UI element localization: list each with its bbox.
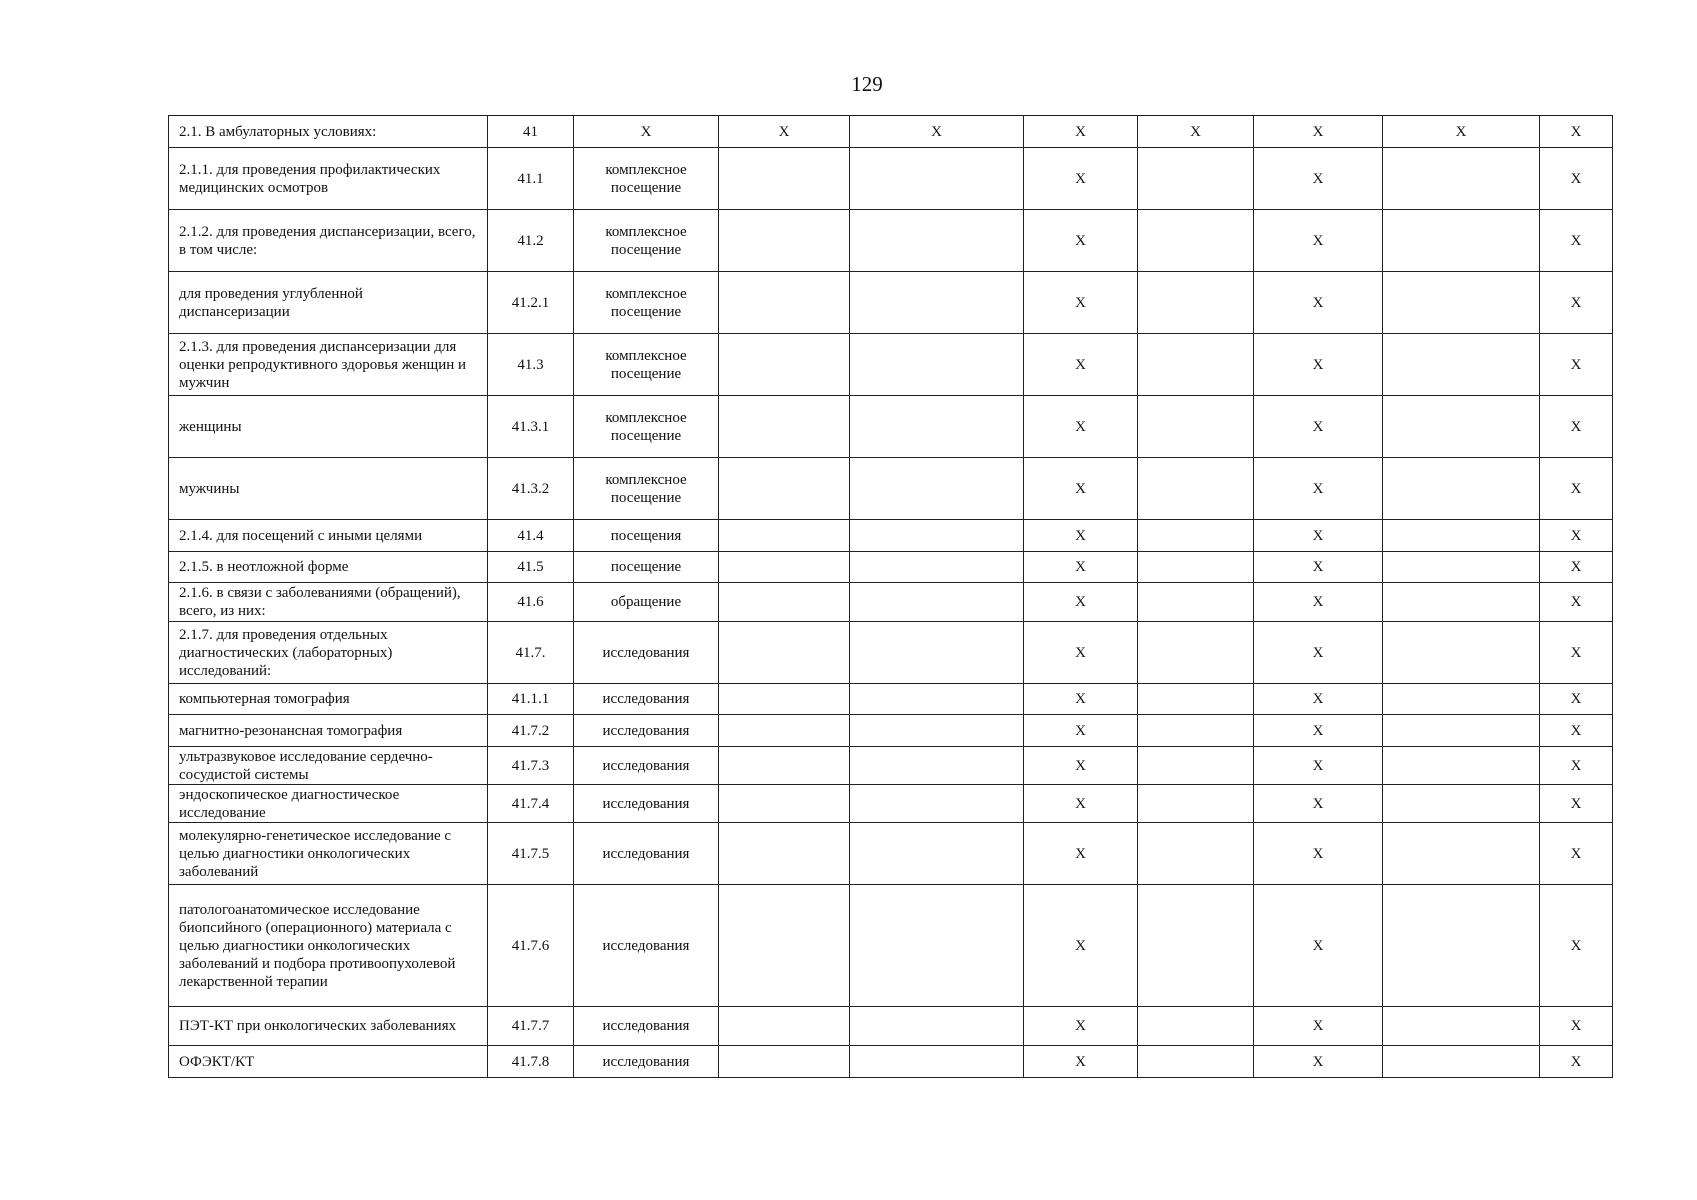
row-cell-4 bbox=[719, 552, 850, 583]
table-row bbox=[169, 552, 1613, 583]
row-cell-8: Х bbox=[1254, 396, 1383, 458]
row-name: мужчины bbox=[169, 458, 488, 520]
row-name: ОФЭКТ/КТ bbox=[169, 1046, 488, 1078]
row-code: 41.3 bbox=[488, 334, 574, 396]
row-cell-5: Х bbox=[850, 116, 1024, 148]
row-cell-10: Х bbox=[1540, 1046, 1613, 1078]
row-cell-5 bbox=[850, 684, 1024, 715]
row-cell-6: Х bbox=[1024, 1007, 1138, 1046]
row-cell-7 bbox=[1138, 785, 1254, 823]
row-cell-4 bbox=[719, 272, 850, 334]
row-name: компьютерная томография bbox=[169, 684, 488, 715]
row-cell-9 bbox=[1383, 823, 1540, 885]
row-cell-8: Х bbox=[1254, 272, 1383, 334]
row-cell-6: Х bbox=[1024, 684, 1138, 715]
row-cell-6: Х bbox=[1024, 116, 1138, 148]
row-cell-4 bbox=[719, 715, 850, 747]
row-code: 41.4 bbox=[488, 520, 574, 552]
row-unit: посещения bbox=[574, 520, 719, 552]
row-unit: исследования bbox=[574, 622, 719, 684]
row-cell-8: Х bbox=[1254, 552, 1383, 583]
row-code: 41.5 bbox=[488, 552, 574, 583]
row-cell-7 bbox=[1138, 520, 1254, 552]
row-cell-9 bbox=[1383, 520, 1540, 552]
row-cell-9 bbox=[1383, 622, 1540, 684]
table-row bbox=[169, 396, 1613, 458]
row-cell-8: Х bbox=[1254, 684, 1383, 715]
row-unit: обращение bbox=[574, 583, 719, 622]
row-name: 2.1.4. для посещений с иными целями bbox=[169, 520, 488, 552]
row-cell-7 bbox=[1138, 148, 1254, 210]
table-row bbox=[169, 747, 1613, 785]
row-cell-4 bbox=[719, 583, 850, 622]
row-code: 41.3.2 bbox=[488, 458, 574, 520]
row-cell-4 bbox=[719, 458, 850, 520]
row-unit: исследования bbox=[574, 823, 719, 885]
row-code: 41.7.8 bbox=[488, 1046, 574, 1078]
row-unit: исследования bbox=[574, 747, 719, 785]
row-cell-5 bbox=[850, 785, 1024, 823]
row-cell-8: Х bbox=[1254, 715, 1383, 747]
table-row bbox=[169, 210, 1613, 272]
row-name: 2.1.6. в связи с заболеваниями (обращений), всего, из них: bbox=[169, 583, 488, 622]
row-cell-6: Х bbox=[1024, 552, 1138, 583]
row-cell-8: Х bbox=[1254, 210, 1383, 272]
row-name: 2.1.1. для проведения профилактических медицинских осмотров bbox=[169, 148, 488, 210]
row-name: 2.1.3. для проведения диспансеризации для оценки репродуктивного здоровья женщин и мужчин bbox=[169, 334, 488, 396]
row-cell-9 bbox=[1383, 552, 1540, 583]
row-cell-8: Х bbox=[1254, 885, 1383, 1007]
row-cell-10: Х bbox=[1540, 622, 1613, 684]
row-cell-10: Х bbox=[1540, 272, 1613, 334]
row-cell-9 bbox=[1383, 684, 1540, 715]
table-row bbox=[169, 885, 1613, 1007]
row-code: 41.7.2 bbox=[488, 715, 574, 747]
row-code: 41.7.3 bbox=[488, 747, 574, 785]
row-cell-9 bbox=[1383, 715, 1540, 747]
row-code: 41.6 bbox=[488, 583, 574, 622]
table-row bbox=[169, 583, 1613, 622]
row-cell-7 bbox=[1138, 552, 1254, 583]
row-cell-5 bbox=[850, 1046, 1024, 1078]
row-cell-8: Х bbox=[1254, 458, 1383, 520]
row-cell-8: Х bbox=[1254, 785, 1383, 823]
table-row bbox=[169, 622, 1613, 684]
table-row bbox=[169, 785, 1613, 823]
row-cell-10: Х bbox=[1540, 148, 1613, 210]
row-cell-7 bbox=[1138, 272, 1254, 334]
row-cell-4 bbox=[719, 1007, 850, 1046]
row-cell-9: Х bbox=[1383, 116, 1540, 148]
row-cell-9 bbox=[1383, 1007, 1540, 1046]
row-cell-7 bbox=[1138, 823, 1254, 885]
table-row bbox=[169, 148, 1613, 210]
row-code: 41.7.4 bbox=[488, 785, 574, 823]
row-cell-6: Х bbox=[1024, 272, 1138, 334]
row-cell-7 bbox=[1138, 1007, 1254, 1046]
data-table bbox=[168, 115, 1613, 1078]
row-cell-7 bbox=[1138, 622, 1254, 684]
row-cell-10: Х bbox=[1540, 552, 1613, 583]
row-cell-4 bbox=[719, 823, 850, 885]
row-cell-7 bbox=[1138, 210, 1254, 272]
row-cell-9 bbox=[1383, 885, 1540, 1007]
table-row bbox=[169, 715, 1613, 747]
row-cell-10: Х bbox=[1540, 885, 1613, 1007]
row-cell-10: Х bbox=[1540, 334, 1613, 396]
row-cell-6: Х bbox=[1024, 823, 1138, 885]
table-row bbox=[169, 458, 1613, 520]
row-cell-4 bbox=[719, 148, 850, 210]
row-cell-5 bbox=[850, 715, 1024, 747]
row-code: 41.2 bbox=[488, 210, 574, 272]
row-name: патологоанатомическое исследование биопсийного (операционного) материала с целью диагностики онкологических заболеваний и подбора противоопухолевой лекарственной терапии bbox=[169, 885, 488, 1007]
page-number: 129 bbox=[851, 72, 883, 96]
row-cell-5 bbox=[850, 520, 1024, 552]
row-code: 41.7.5 bbox=[488, 823, 574, 885]
row-unit: комплексное посещение bbox=[574, 396, 719, 458]
row-cell-9 bbox=[1383, 1046, 1540, 1078]
row-cell-7 bbox=[1138, 458, 1254, 520]
row-cell-6: Х bbox=[1024, 583, 1138, 622]
row-name: 2.1. В амбулаторных условиях: bbox=[169, 116, 488, 148]
row-cell-7 bbox=[1138, 334, 1254, 396]
row-cell-10: Х bbox=[1540, 520, 1613, 552]
row-cell-6: Х bbox=[1024, 210, 1138, 272]
row-cell-6: Х bbox=[1024, 334, 1138, 396]
row-cell-7 bbox=[1138, 583, 1254, 622]
row-cell-5 bbox=[850, 334, 1024, 396]
row-cell-8: Х bbox=[1254, 116, 1383, 148]
row-cell-5 bbox=[850, 148, 1024, 210]
row-code: 41.7.6 bbox=[488, 885, 574, 1007]
table-row bbox=[169, 116, 1613, 148]
row-cell-5 bbox=[850, 552, 1024, 583]
row-cell-6: Х bbox=[1024, 1046, 1138, 1078]
row-cell-6: Х bbox=[1024, 885, 1138, 1007]
row-unit: комплексное посещение bbox=[574, 210, 719, 272]
row-unit: исследования bbox=[574, 885, 719, 1007]
row-cell-7 bbox=[1138, 1046, 1254, 1078]
row-code: 41.7. bbox=[488, 622, 574, 684]
row-code: 41.7.7 bbox=[488, 1007, 574, 1046]
row-cell-10: Х bbox=[1540, 785, 1613, 823]
row-cell-10: Х bbox=[1540, 210, 1613, 272]
table-row bbox=[169, 684, 1613, 715]
row-cell-6: Х bbox=[1024, 622, 1138, 684]
row-cell-10: Х bbox=[1540, 715, 1613, 747]
row-cell-8: Х bbox=[1254, 334, 1383, 396]
row-name: для проведения углубленной диспансеризации bbox=[169, 272, 488, 334]
row-name: 2.1.7. для проведения отдельных диагностических (лабораторных) исследований: bbox=[169, 622, 488, 684]
row-cell-8: Х bbox=[1254, 747, 1383, 785]
row-unit: комплексное посещение bbox=[574, 458, 719, 520]
table-row bbox=[169, 823, 1613, 885]
row-cell-9 bbox=[1383, 785, 1540, 823]
row-cell-9 bbox=[1383, 396, 1540, 458]
row-cell-5 bbox=[850, 583, 1024, 622]
row-name: 2.1.2. для проведения диспансеризации, всего, в том числе: bbox=[169, 210, 488, 272]
row-unit: исследования bbox=[574, 684, 719, 715]
row-cell-7 bbox=[1138, 747, 1254, 785]
row-cell-10: Х bbox=[1540, 823, 1613, 885]
row-cell-9 bbox=[1383, 747, 1540, 785]
row-cell-4 bbox=[719, 785, 850, 823]
row-name: магнитно-резонансная томография bbox=[169, 715, 488, 747]
row-cell-5 bbox=[850, 747, 1024, 785]
row-cell-10: Х bbox=[1540, 116, 1613, 148]
row-cell-6: Х bbox=[1024, 396, 1138, 458]
table-body bbox=[169, 116, 1613, 1078]
row-cell-8: Х bbox=[1254, 148, 1383, 210]
row-cell-6: Х bbox=[1024, 747, 1138, 785]
row-cell-5 bbox=[850, 272, 1024, 334]
row-name: молекулярно-генетическое исследование с целью диагностики онкологических заболеваний bbox=[169, 823, 488, 885]
row-cell-7 bbox=[1138, 715, 1254, 747]
row-unit: исследования bbox=[574, 1046, 719, 1078]
row-cell-8: Х bbox=[1254, 1046, 1383, 1078]
row-cell-5 bbox=[850, 1007, 1024, 1046]
row-cell-5 bbox=[850, 210, 1024, 272]
row-code: 41 bbox=[488, 116, 574, 148]
row-cell-10: Х bbox=[1540, 458, 1613, 520]
row-cell-4 bbox=[719, 396, 850, 458]
row-unit: комплексное посещение bbox=[574, 334, 719, 396]
row-unit: исследования bbox=[574, 715, 719, 747]
row-cell-7 bbox=[1138, 885, 1254, 1007]
row-cell-10: Х bbox=[1540, 583, 1613, 622]
table-row bbox=[169, 520, 1613, 552]
row-name: ультразвуковое исследование сердечно-сосудистой системы bbox=[169, 747, 488, 785]
row-cell-7: Х bbox=[1138, 116, 1254, 148]
row-cell-4 bbox=[719, 520, 850, 552]
row-cell-5 bbox=[850, 885, 1024, 1007]
row-cell-9 bbox=[1383, 583, 1540, 622]
row-name: ПЭТ-КТ при онкологических заболеваниях bbox=[169, 1007, 488, 1046]
table-row bbox=[169, 334, 1613, 396]
row-cell-5 bbox=[850, 823, 1024, 885]
row-cell-4 bbox=[719, 885, 850, 1007]
table-row bbox=[169, 272, 1613, 334]
row-name: эндоскопическое диагностическое исследование bbox=[169, 785, 488, 823]
row-cell-7 bbox=[1138, 684, 1254, 715]
row-cell-4: Х bbox=[719, 116, 850, 148]
row-cell-4 bbox=[719, 1046, 850, 1078]
row-unit: комплексное посещение bbox=[574, 148, 719, 210]
row-code: 41.2.1 bbox=[488, 272, 574, 334]
row-code: 41.1 bbox=[488, 148, 574, 210]
row-cell-5 bbox=[850, 396, 1024, 458]
row-cell-8: Х bbox=[1254, 1007, 1383, 1046]
row-unit: исследования bbox=[574, 785, 719, 823]
row-unit: комплексное посещение bbox=[574, 272, 719, 334]
row-cell-4 bbox=[719, 684, 850, 715]
row-cell-9 bbox=[1383, 334, 1540, 396]
row-cell-10: Х bbox=[1540, 684, 1613, 715]
row-cell-10: Х bbox=[1540, 1007, 1613, 1046]
row-cell-4 bbox=[719, 210, 850, 272]
table-row bbox=[169, 1007, 1613, 1046]
row-cell-6: Х bbox=[1024, 785, 1138, 823]
row-cell-6: Х bbox=[1024, 148, 1138, 210]
row-unit: исследования bbox=[574, 1007, 719, 1046]
row-cell-8: Х bbox=[1254, 823, 1383, 885]
row-cell-9 bbox=[1383, 148, 1540, 210]
row-cell-9 bbox=[1383, 210, 1540, 272]
row-cell-6: Х bbox=[1024, 520, 1138, 552]
table-row bbox=[169, 1046, 1613, 1078]
row-cell-8: Х bbox=[1254, 583, 1383, 622]
row-cell-6: Х bbox=[1024, 458, 1138, 520]
row-cell-10: Х bbox=[1540, 396, 1613, 458]
row-code: 41.3.1 bbox=[488, 396, 574, 458]
row-cell-9 bbox=[1383, 272, 1540, 334]
row-name: 2.1.5. в неотложной форме bbox=[169, 552, 488, 583]
row-cell-7 bbox=[1138, 396, 1254, 458]
row-unit: Х bbox=[574, 116, 719, 148]
row-unit: посещение bbox=[574, 552, 719, 583]
row-cell-9 bbox=[1383, 458, 1540, 520]
row-cell-8: Х bbox=[1254, 520, 1383, 552]
row-name: женщины bbox=[169, 396, 488, 458]
row-cell-6: Х bbox=[1024, 715, 1138, 747]
row-cell-10: Х bbox=[1540, 747, 1613, 785]
row-cell-5 bbox=[850, 458, 1024, 520]
row-cell-5 bbox=[850, 622, 1024, 684]
row-cell-4 bbox=[719, 334, 850, 396]
row-cell-4 bbox=[719, 747, 850, 785]
row-cell-4 bbox=[719, 622, 850, 684]
row-cell-8: Х bbox=[1254, 622, 1383, 684]
row-code: 41.1.1 bbox=[488, 684, 574, 715]
